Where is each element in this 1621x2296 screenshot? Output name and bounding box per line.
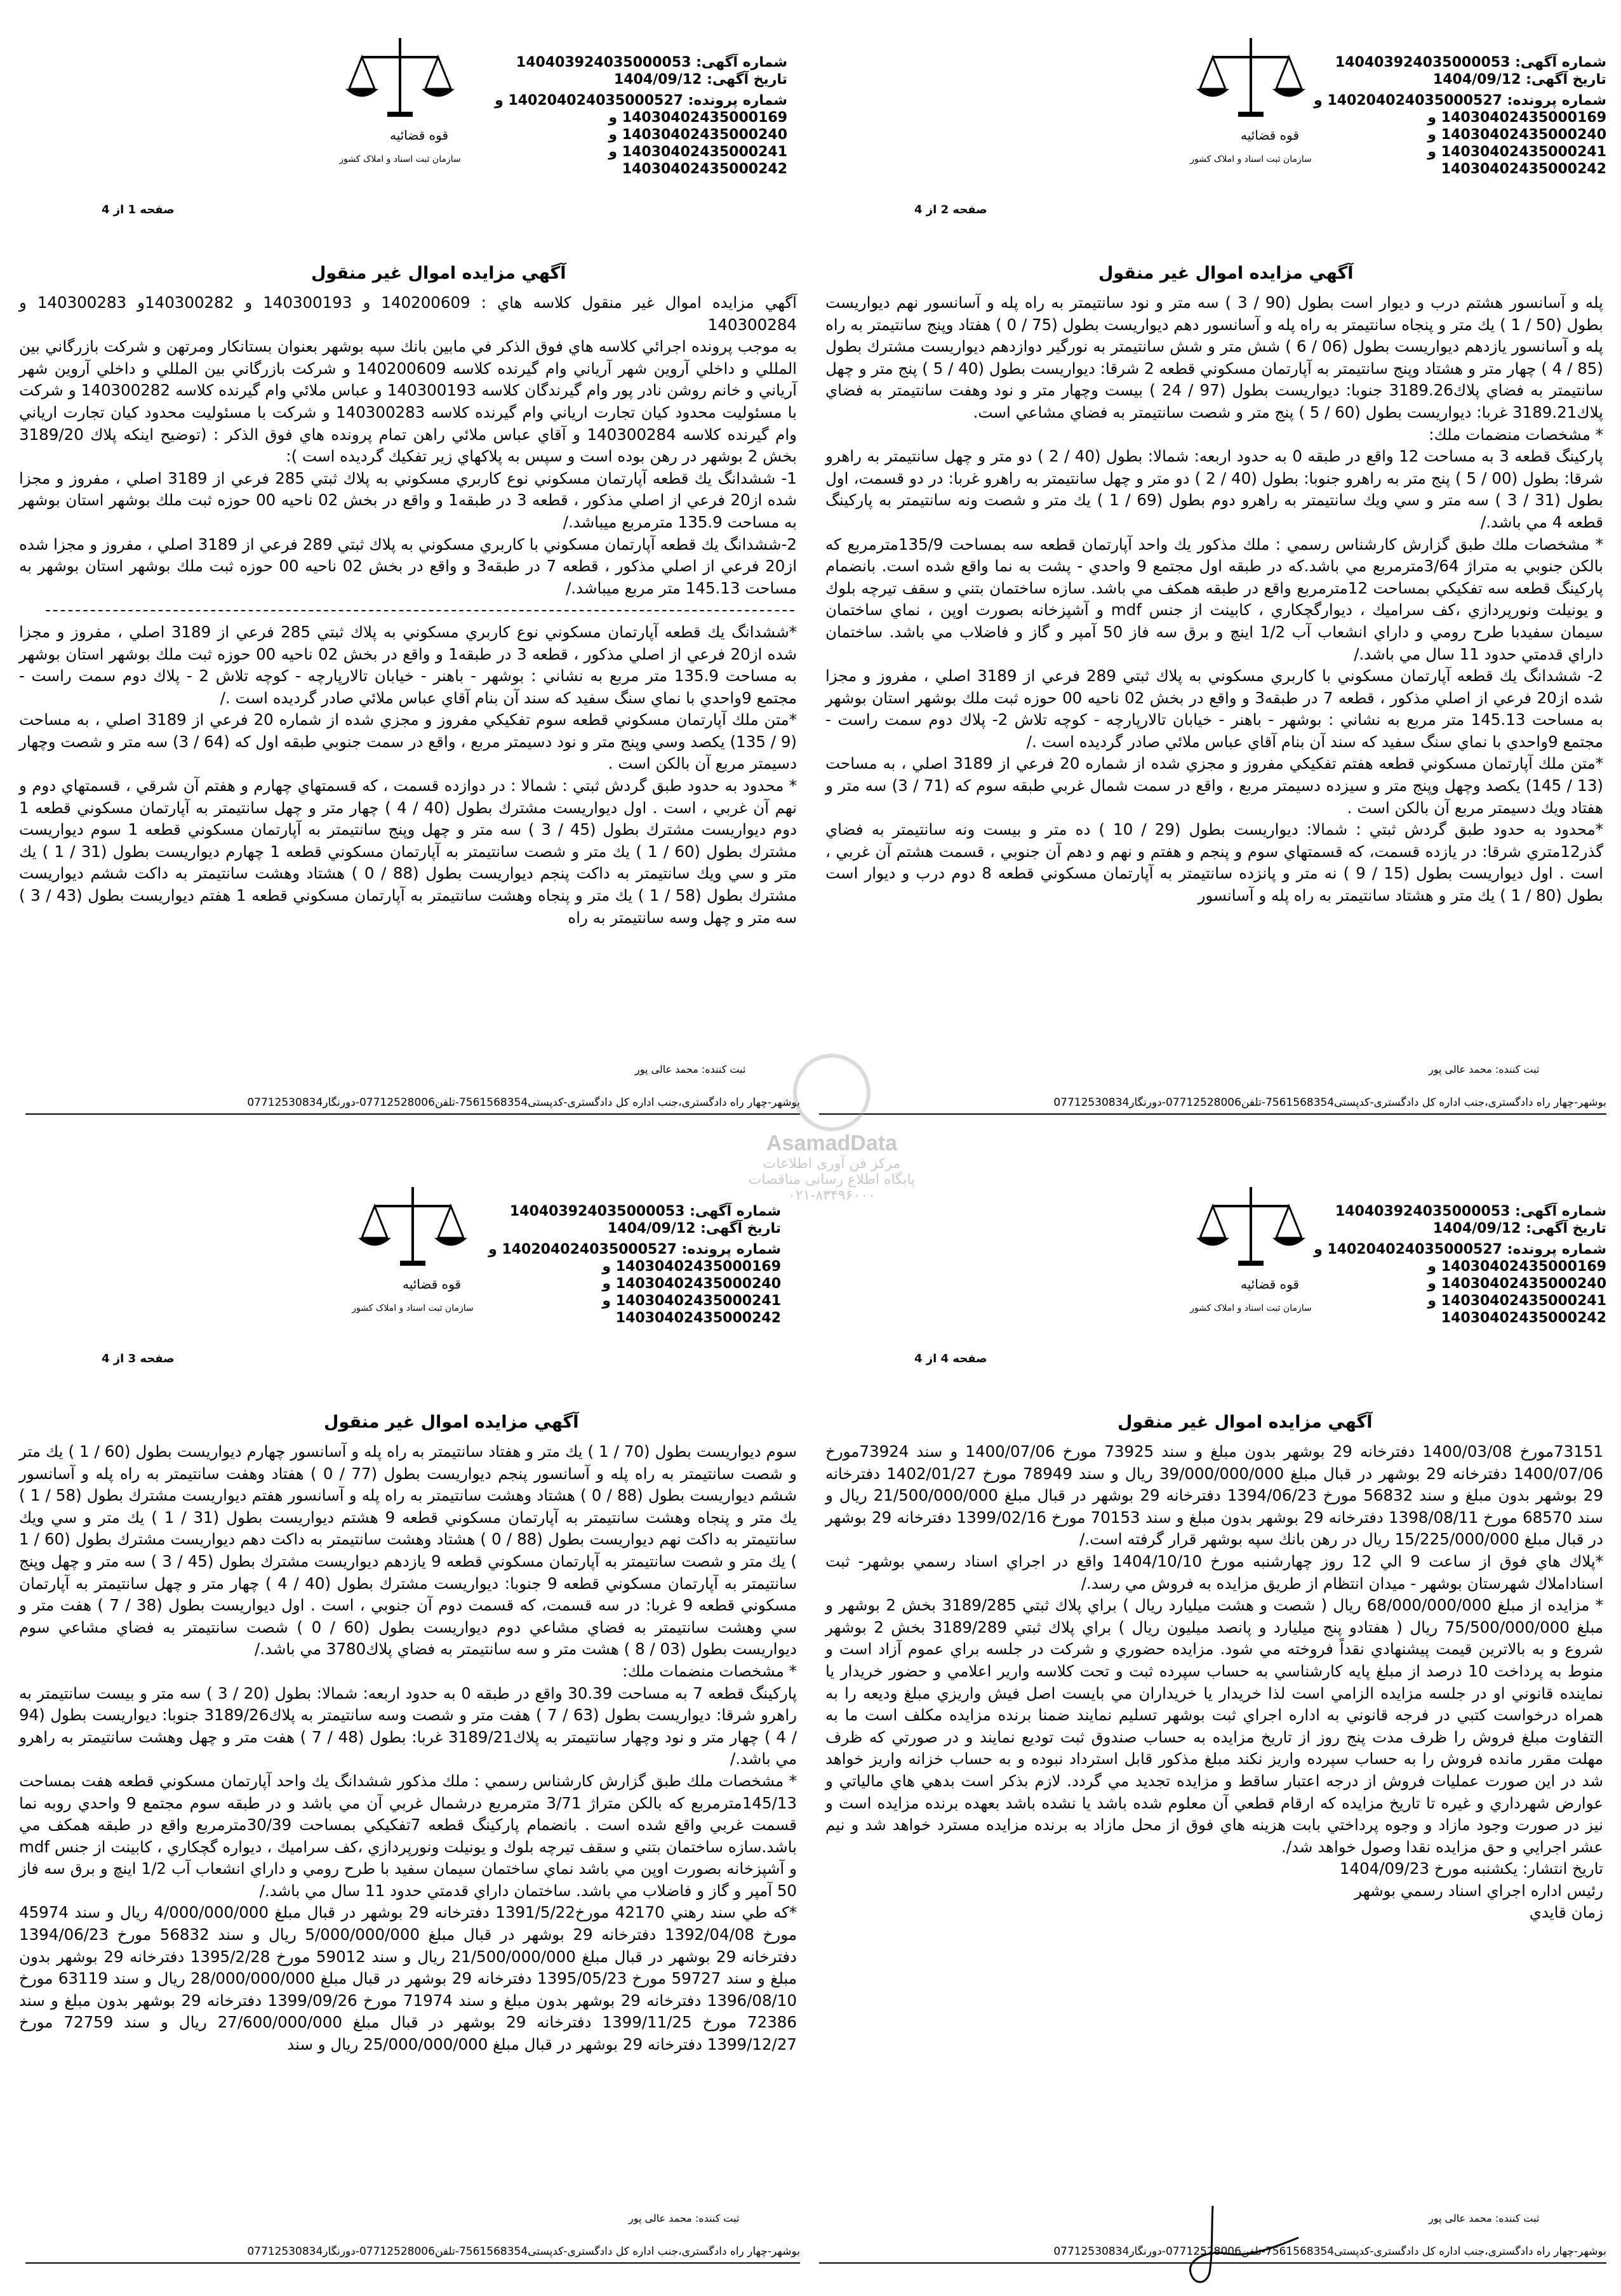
handwritten-signature [1117, 2203, 1308, 2292]
paragraph: پله و آسانسور هشتم درب و ديوار است بطول (90 / 3 ) سه متر و نود سانتيمتر به راه پله و آسانسور نهم ديواريست بطول (50 / 1 ) يك متر و پنجاه سانتيمتر به راه پله و آسانسور دهم ديواريست بطول (75 / 0 ) هفتاد وپنج سانتيمتر به راه پله و آسانسور يازدهم ديواريست بطول (06 / 6 ) شش متر و شش سانتيمتر به نورگير دوازدهم ديواريست مشترك بطول (85 / 4 ) چهار متر و هشتاد وپنج سانتيمتر به آپارتمان مسكوني قطعه 2 شرقا: ديواريست بطول (40 / 5 ) پنج متر و چهل سانتيمتر به فضاي پلاك3189.26 جنوبا: ديواريست بطول (97 / 24 ) بيست وچهار متر و نود وهفت سانتيمتر به فضاي پلاك3189.21 غربا: ديواريست بطول (60 / 5 ) پنج متر و شصت سانتيمتر به فضاي مشاعي است. [825, 293, 1604, 421]
emblem-title: قوه قضائیه [389, 128, 449, 143]
case-number: 14030402435000241 و [602, 1293, 781, 1309]
case-number: 14030402435000242 [1441, 161, 1606, 177]
footer-address: بوشهر-چهار راه دادگستری،جنب اداره کل دادگستری-کدپستی7561568354-تلفن07712528006-دورنگار07712530834 [25, 1092, 800, 1115]
ad-number-label: شماره آگهی: [1515, 1204, 1606, 1219]
case-number: 14030402435000242 [615, 1310, 781, 1326]
page-title: آگهي مزايده اموال غير منقول [1117, 1412, 1373, 1432]
emblem-title: قوه قضائیه [402, 1277, 462, 1292]
case-number: 14030402435000240 و [602, 1276, 781, 1292]
page-number: صفحه 1 از 4 [102, 203, 175, 216]
paragraph: پاركينگ قطعه 7 به مساحت 30.39 واقع در طبقه 0 به حدود اربعه: شمالا: بطول (20 / 3 ) سه متر و بيست سانتيمتر به راهرو شرقا: ديواريست بطول (63 / 7 ) هفت متر و شصت وسه سانتيمتر به پلاك3189/26 جنوبا: ديواريست بطول (94 / 4 ) چهار متر و نود وچهار سانتيمتر به پلاك3189/21 غربا: بطول (48 / 7 ) هفت متر و چهل وهشت سانتيمتر به راهرو مي باشد./ [19, 1683, 797, 1768]
paragraph: *پلاك هاي فوق از ساعت 9 الي 12 روز چهارشنبه مورخ 1404/10/10 واقع در اجراي اسناد رسمي بوشهر- ثبت اسناداملاك شهرستان بوشهر - ميدان انتظام از طريق مزايده به فروش مي رسد./ [825, 1551, 1603, 1593]
signer: ثبت کننده: محمد عالی پور [635, 1063, 746, 1075]
divider: ---------------------------------------------------------------------------------------------------- [44, 601, 797, 620]
paragraph: 2-ششدانگ يك قطعه آپارتمان مسكوني با كاربري مسكوني به پلاك ثبتي 289 فرعي از 3189 اصلي ، مفروز و مجزا شده از20 فرعي از اصلي مذكور ، قطعه 7 در طبقه3 و واقع در بخش 02 ناحيه 00 حوزه ثبت ملك بوشهر استان بوشهر به مساحت 145.13 متر مربع ميباشد./ [19, 534, 797, 597]
ad-number-label: شماره آگهی: [696, 55, 787, 70]
emblem-subtitle: سازمان ثبت اسناد و املاک کشور [352, 1303, 474, 1313]
case-number: 140204024035000527 و [1314, 93, 1502, 109]
ad-number-label: شماره آگهی: [690, 1204, 781, 1219]
watermark [730, 1054, 933, 1219]
page-2 [819, 13, 1613, 1130]
case-number: 140204024035000527 و [488, 1242, 677, 1257]
case-number: 140204024035000527 و [1314, 1242, 1502, 1257]
paragraph: *متن ملك آپارتمان مسكوني قطعه هفتم تفكيكي مفروز و مجزي شده از شماره 20 فرعي از 3189 اصلي ، به مساحت (13 / 145) يكصد وچهل وپنج متر و سيزده دسيمتر مربع ، واقع در سمت شمال غربي طبقه سوم كه (71 / 3) سه متر و هفتاد ويك دسيمتر مربع آن بالكن است . [825, 754, 1603, 817]
ad-date: 1404/09/12 [1432, 1221, 1521, 1237]
case-label: شماره پرونده: [681, 1242, 781, 1257]
ad-date: 1404/09/12 [613, 72, 702, 88]
signer: ثبت کننده: محمد عالی پور [629, 2212, 740, 2224]
officer-name: زمان قايدي [1529, 1903, 1603, 1922]
paragraph: 1- ششدانگ يك قطعه آپارتمان مسكوني نوع كاربري مسكوني به پلاك ثبتي 285 فرعي از 3189 اصلي ، مفروز و مجزا شده از20 فرعي از اصلي مذكور ، قطعه 3 در طبقه1 و واقع در بخش 02 ناحيه 00 حوزه ثبت ملك بوشهر استان بوشهر به مساحت 135.9 مترمربع ميباشد./ [19, 468, 797, 531]
watermark-brand: AsamadData [766, 1131, 897, 1155]
ad-date-label: تاریخ آگهی: [1526, 1221, 1606, 1237]
case-number: 140204024035000527 و [495, 93, 683, 109]
case-number: 14030402435000240 و [1427, 127, 1606, 143]
case-label: شماره پرونده: [1507, 93, 1606, 109]
page-header [6, 1181, 800, 1358]
paragraph: *محدود به حدود طبق گردش ثبتي : شمالا: ديواريست بطول (29 / 10 ) ده متر و بيست ونه سانتيمتر به فضاي گذر12متري شرقا: در يازده قسمت، كه قسمتهاي سوم و پنجم و هفتم و نهم و دهم آن جنوبي ، قسمت هشتم آن غربي ، است . اول ديواريست بطول (15 / 9 ) نه متر و پانزده سانتيمتر به آپارتمان مسكوني قطعه 8 دوم درب و ديوار است بطول (80 / 1 ) يك متر و هشتاد سانتيمتر به راه پله و آسانسور [825, 820, 1603, 905]
footer-address: بوشهر-چهار راه دادگستری،جنب اداره کل دادگستری-کدپستی7561568354-تلفن07712528006-دورنگار07712530834 [819, 2241, 1606, 2264]
page-header [6, 32, 800, 209]
paragraph: 73151مورخ 1400/03/08 دفترخانه 29 بوشهر بدون مبلغ و سند 73925 مورخ 1400/07/06 و سند 73924مورخ 1400/07/06 دفترخانه 29 بوشهر در قبال مبلغ 39/000/000/000 ريال و سند 78949 مورخ 1402/01/27 دفترخانه 29 بوشهر بدون مبلغ و سند 56832 مورخ 1394/06/23 دفترخانه 29 بوشهر در قبال مبلغ 21/500/000/000 ريال و سند 68570 مورخ 1398/08/11 دفترخانه 29 بوشهر بدون مبلغ و سند 70153 مورخ 1399/02/16 دفترخانه 29 بوشهر در قبال مبلغ 15/225/000/000 ريال در رهن بانك سپه بوشهر قرار گرفته است./ [825, 1442, 1603, 1549]
paragraph: *ششدانگ يك قطعه آپارتمان مسكوني نوع كاربري مسكوني به پلاك ثبتي 285 فرعي از 3189 اصلي ، مفروز و مجزا شده از20 فرعي از اصلي مذكور ، قطعه 3 در طبقه1 و واقع در بخش 02 ناحيه 00 حوزه ثبت ملك بوشهر استان بوشهر به مساحت 135.9 متر مربع به نشاني : بوشهر - باهنر - خيابان تالارپارچه - كوچه تلاش 2 - پلاك دوم سمت راست - مجتمع 9واحدي با نماي سنگ سفيد كه سند آن بنام آقاي عباس ملائي صادر گرديده است ./ [19, 622, 797, 707]
case-number: 14030402435000242 [622, 161, 787, 177]
watermark-line: مرکز فن آوری اطلاعات [763, 1156, 901, 1172]
paragraph: 2- ششدانگ يك قطعه آپارتمان مسكوني با كاربري مسكوني به پلاك ثبتي 289 فرعي از 3189 اصلي ، مفروز و مجزا شده از20 فرعي از اصلي مذكور ، قطعه 7 در طبقه3 و واقع در بخش 02 ناحيه 00 حوزه ثبت ملك بوشهر استان بوشهر به مساحت 145.13 متر مربع به نشاني : بوشهر - باهنر - خيابان تالارپارچه - كوچه تلاش 2- پلاك دوم سمت راست - مجتمع 9واحدي با نماي سنگ سفيد كه سند آن بنام آقاي عباس ملائي صادر گرديده است ./ [825, 667, 1604, 751]
page-header [819, 1181, 1613, 1358]
paragraph: * مشخصات منضمات ملك: [1429, 425, 1603, 444]
notice-body [19, 1441, 797, 2056]
paragraph: آگهي مزايده اموال غير منقول كلاسه هاي : 140200609 و 140300193 و 140300282و 140300283 و 140300284 [19, 293, 797, 334]
page-3 [6, 1162, 800, 2279]
case-number: 14030402435000169 و [1427, 1259, 1606, 1275]
ad-number: 140403924035000053 [509, 1204, 685, 1219]
watermark-logo-icon [793, 1054, 871, 1131]
page-title: آگهي مزايده اموال غير منقول [324, 1412, 579, 1432]
ad-date-label: تاریخ آگهی: [707, 72, 787, 88]
paragraph: *كه طي سند رهني 42170 مورخ1391/5/22 دفترخانه 29 بوشهر در قبال مبلغ 4/000/000/000 ريال و سند 45974 مورخ 1392/04/08 دفترخانه 29 بوشهر در قبال مبلغ 5/000/000/000 ريال و سند 56832 مورخ 1394/06/23 دفترخانه 29 بوشهر در قبال مبلغ 21/500/000/000 ريال و سند 59012 مورخ 1395/2/28 دفترخانه 29 بوشهر بدون مبلغ و سند 59727 مورخ 1395/05/23 دفترخانه 29 بوشهر در قبال مبلغ 28/000/000/000 ريال و سند 63119 مورخ 1396/08/10 دفترخانه 29 بوشهر بدون مبلغ و سند 71974 مورخ 1399/09/26 دفترخانه 29 بوشهر بدون مبلغ و سند 72386 مورخ 1399/11/25 دفترخانه 29 بوشهر در قبال مبلغ 27/600/000/000 ريال و سند 72759 مورخ 1399/12/27 دفترخانه 29 بوشهر در قبال مبلغ 25/000/000/000 ريال و سند [19, 1903, 797, 2054]
publish-date: تاريخ انتشار: يكشنبه مورخ 1404/09/23 [1339, 1859, 1603, 1878]
notice-body [825, 1441, 1603, 1924]
paragraph: * مشخصات ملك طبق گزارش كارشناس رسمي : ملك مذكور ششدانگ يك واحد آپارتمان مسكوني قطعه هفت بمساحت 145/13مترمربع كه بالكن متراژ 3/71 مترمربع درشمال غربي آن مي باشد و در طبقه سوم مجتمع 9 واحدي روبه نما قسمت غربي واقع شده است . بانضمام پاركينگ قطعه 7تفكيكي بمساحت 30/39مترمربع واقع در طبقه همكف مي باشد.سازه ساختمان بتني و سقف تيرچه بلوك و يونيلت ونورپردازي ،كف سراميك ، ديواره گچكاري ، كابينت از جنس mdf و آشپزخانه بصورت اوپن مي باشد نماي ساختمان سيمان سفيد با طرح رومي و داراي انشعاب آب 1/2 اينچ و برق سه فاز 50 آمپر و گاز و فاضلاب مي باشد. ساختمان داراي قدمتي حدود 11 سال مي باشد./ [19, 1771, 797, 1900]
signer: ثبت کننده: محمد عالی پور [1429, 1063, 1540, 1075]
case-number: 14030402435000169 و [608, 110, 787, 126]
emblem-subtitle: سازمان ثبت اسناد و املاک کشور [339, 154, 461, 164]
emblem-subtitle: سازمان ثبت اسناد و املاک کشور [1190, 154, 1312, 164]
officer-title: رئيس اداره اجراي اسناد رسمي بوشهر [1354, 1881, 1603, 1900]
ad-identifiers [1289, 54, 1606, 178]
page-number: صفحه 3 از 4 [102, 1352, 175, 1365]
case-number: 14030402435000169 و [602, 1259, 781, 1275]
ad-number-label: شماره آگهی: [1515, 55, 1606, 70]
watermark-line: پایگاه اطلاع رسانی مناقصات [748, 1172, 916, 1188]
notice-body [825, 292, 1603, 907]
paragraph: پاركينگ قطعه 3 به مساحت 12 واقع در طبقه 0 به حدود اربعه: شمالا: بطول (40 / 2 ) دو متر و چهل سانتيمتر به راهرو شرقا: بطول (00 / 5 ) پنج متر به راهرو جنوبا: بطول (40 / 2 ) دو متر و چهل سانتيمتر به راهرو غربا: در دو قسمت، اول بطول (31 / 3 ) سه متر و سي ويك سانتيمتر به راهرو دوم بطول (69 / 1 ) يك متر و شصت ونه سانتيمتر به پاركينگ قطعه 4 مي باشد./ [825, 447, 1603, 531]
ad-number: 140403924035000053 [1335, 1204, 1511, 1219]
case-number: 14030402435000169 و [1427, 110, 1606, 126]
paragraph: * مزايده از مبلغ 68/000/000/000 ريال ( شصت و هشت ميليارد ريال ) براي پلاك ثبتي 3189/285 بخش 2 بوشهر و مبلغ 75/500/000/000 ريال ( هفتادو پنج ميليارد و پانصد ميليون ريال ) براي پلاك ثبتي 3189/289 بخش 2 بوشهر شروع و به بالاترين قيمت پيشنهادي نقداً فروخته مي شود. مزايده حضوري و شركت در جلسه براي عموم آزاد است و منوط به پرداخت 10 درصد از مبلغ پايه كارشناسي به حساب سپرده ثبت و تحت كلاسه وارير اعلامي و حضور خريدار يا نماينده قانوني او در جلسه مزايده الزامي است لذا خريدار يا خريداران مي بايست اصل فيش واريزي مبلغ وديعه را به همراه درخواست كتبي در فرجه قانوني به اداره اجراي ثبت بوشهر تسليم نمايند ضمنا برنده مزايده مكلف است ما به التفاوت مبلغ فروش را ظرف مدت پنج روز از تاريخ مزايده به حساب صندوق ثبت توديع نمايند و در صورتي كه ظرف مهلت مقرر مانده فروش را به حساب سپرده واريز نكند مبلغ مذكور قابل استرداد نبوده و به حساب خزانه واريز خواهد شد در اين صورت عمليات فروش از درجه اعتبار ساقط و مزايده تجديد مي گردد. لازم بذكر است بدهي هاي مالياتي و عوارض شهرداري و غيره تا تاريخ مزايده كه ارقام قطعي آن معلوم شده باشد يا نشده باشد بعهده برنده مزايده است و نيز در صورت وجود مازاد و وجوه پرداختي بابت هزينه هاي فوق از محل مازاد به برنده مزايده مسترد خواهد شد و نيم عشر اجرايي و حق مزايده نقدا وصول خواهد شد/. [825, 1596, 1604, 1856]
page-number: صفحه 2 از 4 [914, 203, 987, 216]
paragraph: * مشخصات منضمات ملك: [622, 1661, 797, 1680]
paragraph: به موجب پرونده اجرائي كلاسه هاي فوق الذكر في مابين بانك سپه بوشهر بعنوان بستانكار ومرتهن و شركت بازرگاني بين المللي و داخلي آروين شهر آرياني وام گيرنده كلاسه 140200609 و شركت بازرگاني بين المللي و داخلي آروين شهر آرياني و خانم روشن نادر پور وام گيرندگان كلاسه 140300193 و عباس ملائي وام گيرنده كلاسه 140300282 و شركت با مسئوليت محدود كيان تجارت ارياني وام گيرنده كلاسه 140300283 و شركت با مسئوليت محدود كيان تجارت ارياني وام گيرنده كلاسه 140300284 و آقاي عباس ملائي راهن تمام پرونده هاي فوق الذكر : (توضيح اينكه پلاك 3189/20 بخش 2 بوشهر در رهن بوده است و سپس به پلاكهاي زير تفكيك گرديده است ): [19, 337, 797, 466]
signer: ثبت کننده: محمد عالی پور [1429, 2212, 1540, 2224]
emblem-title: قوه قضائیه [1240, 128, 1300, 143]
case-number: 14030402435000240 و [1427, 1276, 1606, 1292]
case-number: 14030402435000240 و [608, 127, 787, 143]
footer-address: بوشهر-چهار راه دادگستری،جنب اداره کل دادگستری-کدپستی7561568354-تلفن07712528006-دورنگار07712530834 [819, 1092, 1606, 1115]
page-4 [819, 1162, 1613, 2279]
paragraph: *متن ملك آپارتمان مسكوني قطعه سوم تفكيكي مفروز و مجزي شده از شماره 20 فرعي از 3189 اصلي ، به مساحت (9 / 135) يكصد وسي وپنج متر و نود دسيمتر مربع ، واقع در سمت جنوبي طبقه اول كه (64 / 3) سه متر و شصت وچهار دسيمتر مربع آن بالكن است . [19, 710, 797, 773]
paragraph: * مشخصات ملك طبق گزارش كارشناس رسمي : ملك مذكور يك واحد آپارتمان قطعه سه بمساحت 135/9مترمربع كه بالكن جنوبي به متراژ 3/64مترمربع مي باشد.كه در طبقه اول مجتمع 9 واحدي - پشت به نما واقع شده است. بانضمام پاركينگ قطعه سه تفكيكي بمساحت 12مترمربع واقع در طبقه همكف مي باشد. سازه ساختمان بتني و سقف تيرچه بلوك و يونيلت ونورپردازي ،كف سراميك ، ديوارگچكاري ، كابينت از جنس mdf و آشپزخانه بصورت اوپن ، نماي ساختمان سيمان سفيدبا طرح رومي و داراي انشعاب آب 1/2 اينچ و برق سه فاز 50 آمپر و گاز و فاضلاب مي باشد. ساختمان داراي قدمتي حدود 11 سال مي باشد./ [825, 534, 1603, 663]
emblem-title: قوه قضائیه [1240, 1277, 1300, 1292]
page-1 [6, 13, 800, 1130]
ad-date: 1404/09/12 [607, 1221, 696, 1237]
ad-identifiers [444, 54, 787, 178]
case-label: شماره پرونده: [1507, 1242, 1606, 1257]
page-number: صفحه 4 از 4 [914, 1352, 987, 1365]
watermark-phone: ۰۲۱-۸۳۴۹۶۰۰۰ [788, 1188, 876, 1204]
page-title: آگهي مزايده اموال غير منقول [311, 263, 566, 283]
ad-date-label: تاریخ آگهی: [1526, 72, 1606, 88]
ad-number: 140403924035000053 [1335, 55, 1511, 70]
case-number: 14030402435000241 و [1427, 144, 1606, 160]
case-number: 14030402435000242 [1441, 1310, 1606, 1326]
notice-body [19, 292, 797, 929]
paragraph: سوم ديواريست بطول (70 / 1 ) يك متر و هفتاد سانتيمتر به راه پله و آسانسور چهارم ديواريست بطول (60 / 1 ) يك متر و شصت سانتيمتر به راه پله و آسانسور پنجم ديواريست بطول (77 / 0 ) هفتاد وهفت سانتيمتر به راه پله و آسانسور ششم ديواريست بطول (88 / 0 ) هشتاد وهشت سانتيمتر به راه پله و آسانسور هفتم ديواريست مشترك بطول (58 / 1 ) يك متر و پنجاه وهشت سانتيمتر به آپارتمان مسكوني قطعه 9 هشتم ديواريست بطول (31 / 1 ) يك متر و سي ويك سانتيمتر به داكت نهم ديواريست بطول (88 / 0 ) هشتاد وهشت سانتيمتر به داكت دهم ديواريست مشترك بطول (60 / 1 ) يك متر و شصت سانتيمتر به آپارتمان مسكوني قطعه 9 يازدهم ديواريست مشترك بطول (45 / 3 ) سه متر و چهل وپنج سانتيمتر به آپارتمان مسكوني قطعه 9 جنوبا: ديواريست مشترك بطول (40 / 4 ) چهار متر و چهل سانتيمتر به آپارتمان مسكوني قطعه 9 غربا: در سه قسمت، كه قسمت دوم آن جنوبي ، است . اول ديواريست بطول (38 / 7 ) هفت متر و سي وهشت سانتيمتر به فضاي مشاعي دوم ديواريست بطول (60 / 0 ) شصت سانتيمتر به فضاي مشاعي سوم ديواريست بطول (03 / 8 ) هشت متر و سه سانتيمتر به فضاي پلاك3780 مي باشد./ [19, 1442, 797, 1659]
case-number: 14030402435000241 و [608, 144, 787, 160]
page-title: آگهي مزايده اموال غير منقول [1098, 263, 1354, 283]
ad-number: 140403924035000053 [516, 55, 691, 70]
footer-address: بوشهر-چهار راه دادگستری،جنب اداره کل دادگستری-کدپستی7561568354-تلفن07712528006-دورنگار07712530834 [25, 2241, 800, 2264]
paragraph: * محدود به حدود طبق گردش ثبتي : شمالا : در دوازده قسمت ، كه قسمتهاي چهارم و هفتم آن شرقي ، قسمتهاي دوم و نهم آن غربي ، است . اول ديواريست مشترك بطول (40 / 4 ) چهار متر و چهل سانتيمتر به آپارتمان مسكوني قطعه 1 دوم ديواريست مشترك بطول (45 / 3 ) سه متر و چهل وپنج سانتيمتر به آپارتمان مسكوني قطعه 1 سوم ديواريست مشترك بطول (60 / 1 ) يك متر و شصت سانتيمتر به آپارتمان مسكوني قطعه 1 چهارم ديواريست بطول (31 / 1 ) يك متر و سي ويك سانتيمتر به داكت پنجم ديواريست بطول (88 / 0 ) هشتاد وهشت سانتيمتر به داكت ششم ديواريست مشترك بطول (58 / 1 ) يك متر و پنجاه وهشت سانتيمتر به آپارتمان مسكوني قطعه 1 هفتم ديواريست بطول (43 / 3 ) سه متر و چهل وسه سانتيمتر به راه [19, 776, 797, 927]
ad-identifiers [1289, 1203, 1606, 1327]
case-number: 14030402435000241 و [1427, 1293, 1606, 1309]
ad-date-label: تاریخ آگهی: [700, 1221, 781, 1237]
page-header [819, 32, 1613, 209]
case-label: شماره پرونده: [688, 93, 787, 109]
emblem-subtitle: سازمان ثبت اسناد و املاک کشور [1190, 1303, 1312, 1313]
ad-date: 1404/09/12 [1432, 72, 1521, 88]
ad-identifiers [451, 1203, 781, 1327]
